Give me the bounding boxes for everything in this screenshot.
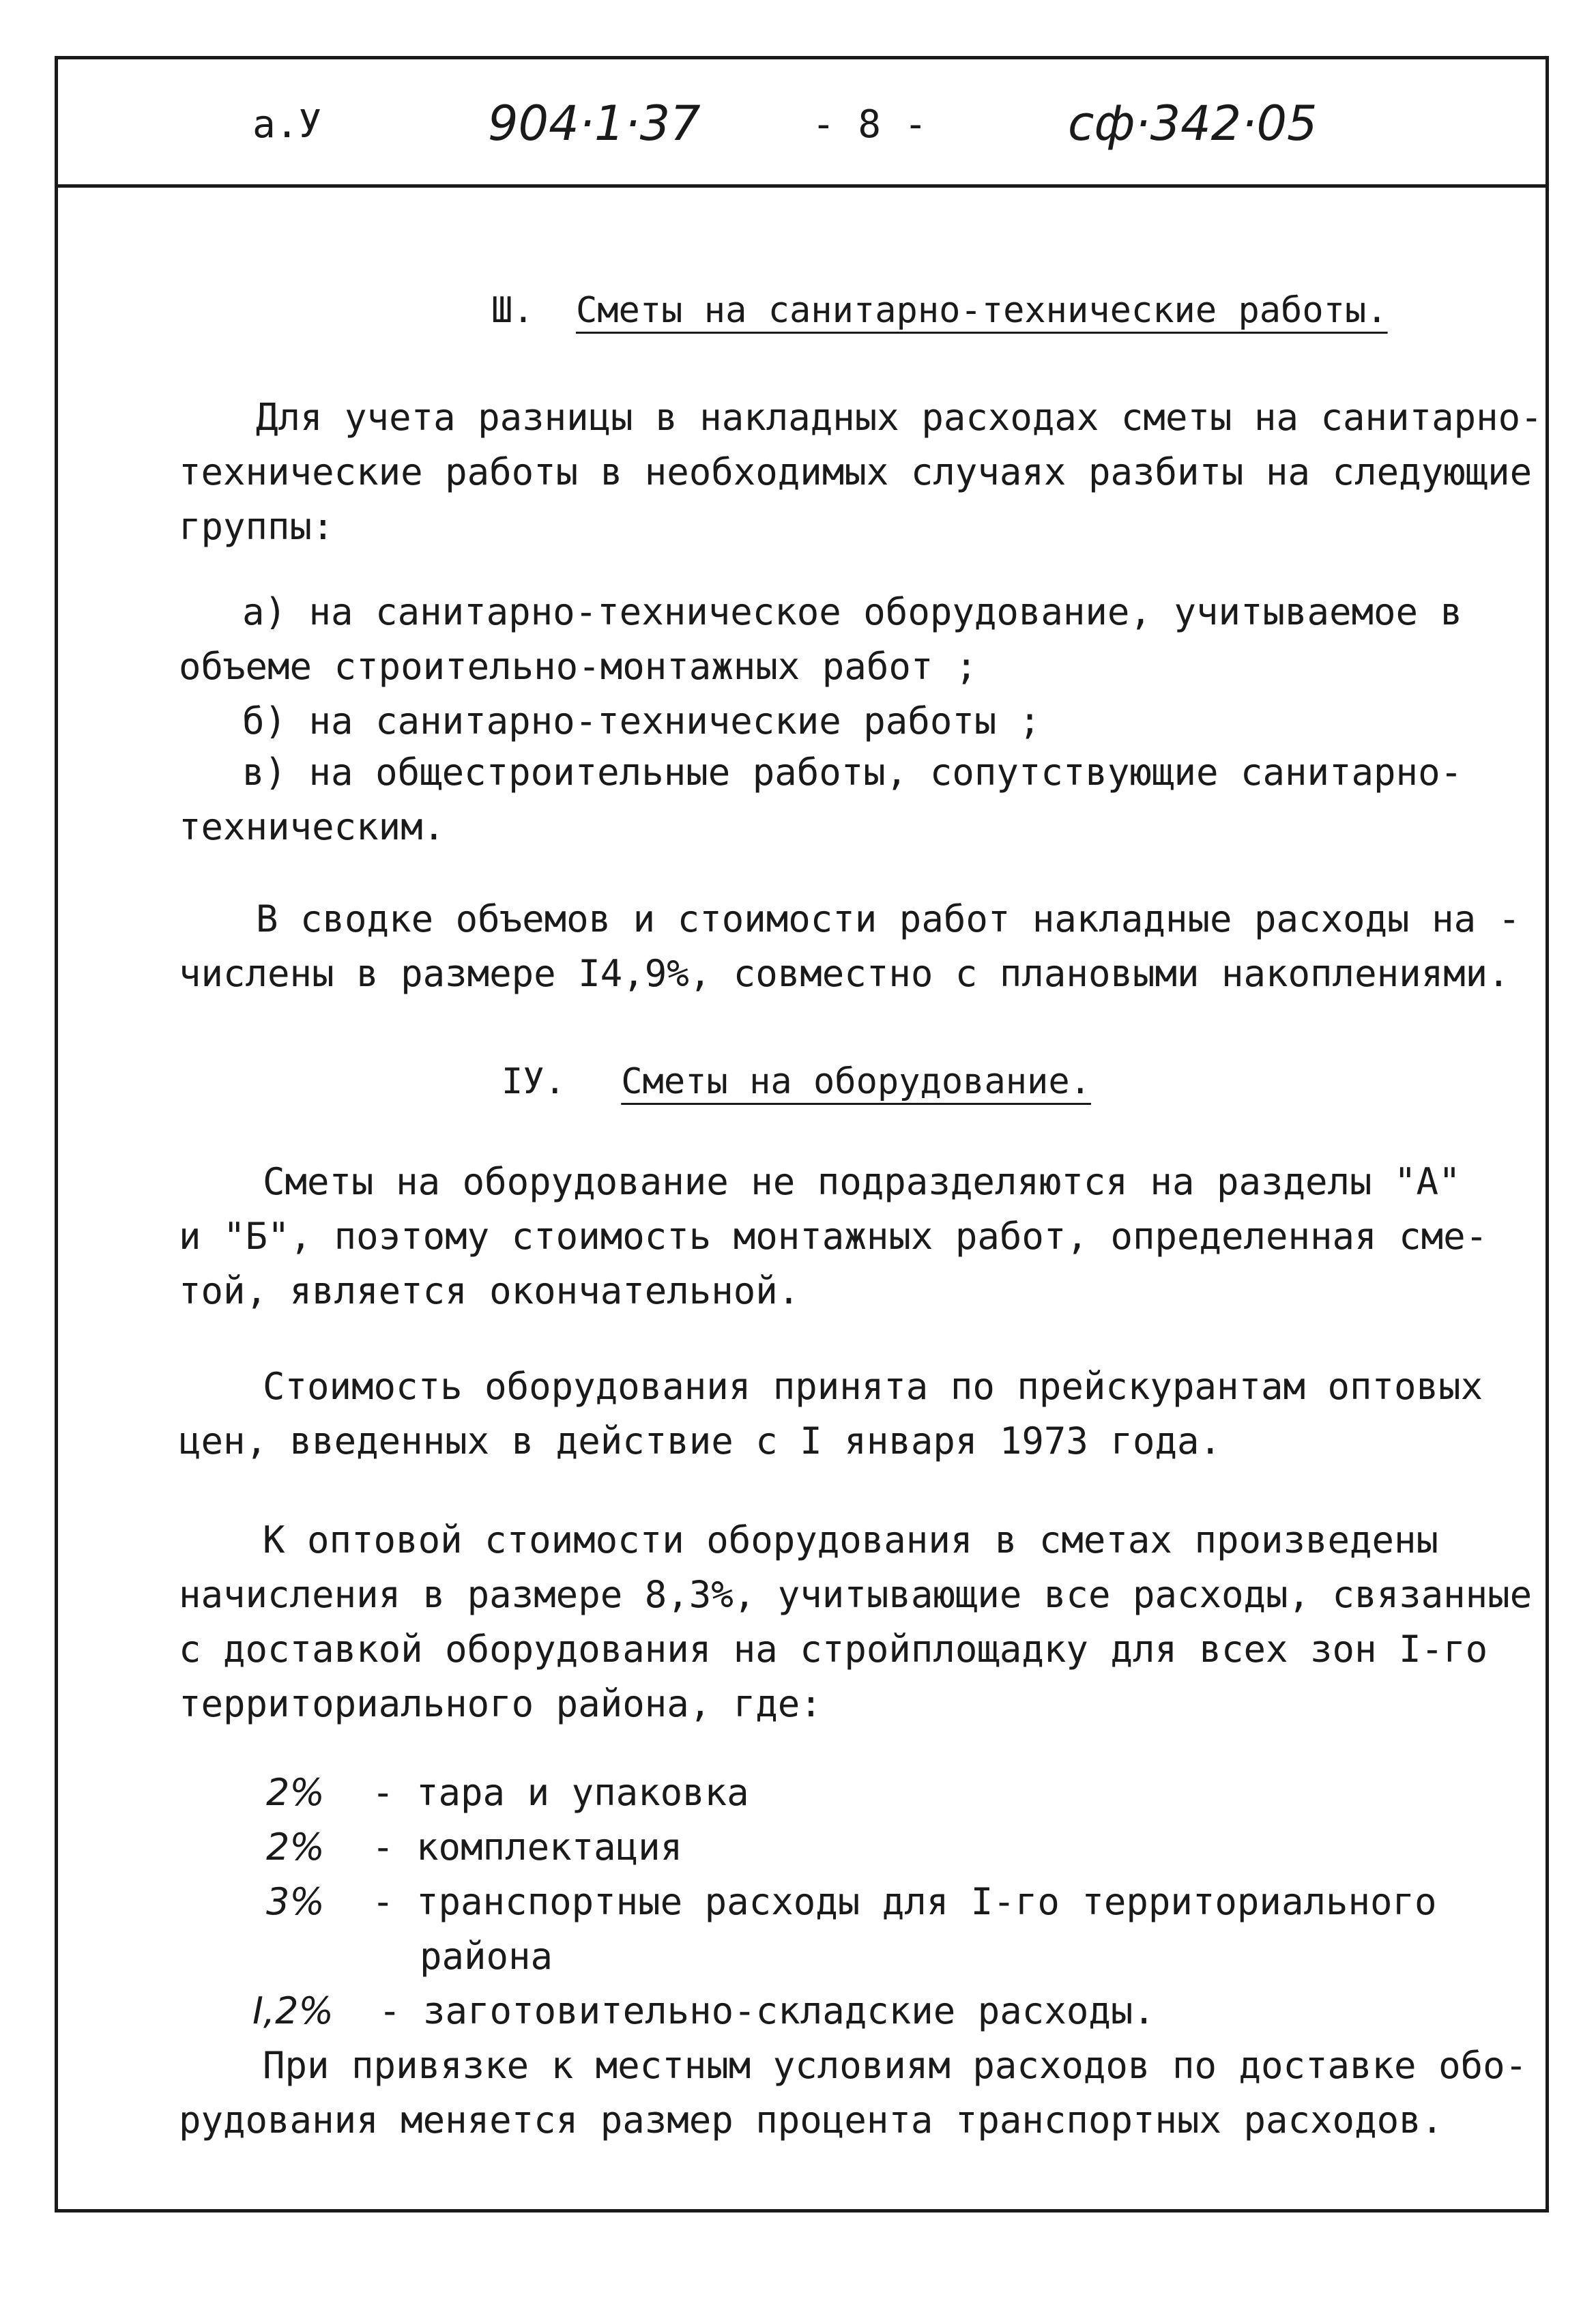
item-text: - транспортные расходы для I-го территориального bbox=[372, 1880, 1437, 1923]
section3-list-line: техническим. bbox=[179, 805, 446, 848]
item-percent: I,2% bbox=[252, 1989, 334, 2032]
item-text: - комплектация bbox=[372, 1826, 683, 1869]
item-text: - заготовительно-складские расходы. bbox=[379, 1989, 1155, 2032]
header-series-code: сф·342·05 bbox=[1068, 96, 1318, 152]
section4-para2-line: цен, введенных в действие с I января 1973 года. bbox=[179, 1419, 1222, 1462]
section3-number: Ш. bbox=[491, 290, 534, 331]
section4-para1-line: Сметы на оборудование не подразделяются на разделы "А" bbox=[263, 1160, 1461, 1203]
header-page-number: - 8 - bbox=[812, 102, 927, 147]
section3-intro-line: Для учета разницы в накладных расходах сметы на санитарно- bbox=[256, 396, 1543, 439]
section3-heading bbox=[491, 290, 1388, 331]
item-percent: 3% bbox=[266, 1880, 325, 1923]
section4-title: Сметы на оборудование. bbox=[621, 1061, 1091, 1102]
item-text: - тара и упаковка bbox=[372, 1771, 749, 1814]
section4-para2-line: Стоимость оборудования принята по прейскурантам оптовых bbox=[263, 1365, 1483, 1408]
closing-line: При привязке к местным условиям расходов по доставке обо- bbox=[263, 2044, 1528, 2087]
section4-para1-line: и "Б", поэтому стоимость монтажных работ, определенная сме- bbox=[179, 1215, 1488, 1258]
section4-para1-line: той, является окончательной. bbox=[179, 1269, 800, 1312]
section3-intro-line: технические работы в необходимых случаях разбиты на следующие bbox=[179, 450, 1533, 493]
section4-para3-line: территориального района, где: bbox=[179, 1682, 822, 1725]
item-percent: 2% bbox=[266, 1826, 325, 1869]
section3-list-line: объеме строительно-монтажных работ ; bbox=[179, 645, 978, 688]
header-project-code: 904·1·37 bbox=[488, 96, 701, 152]
section4-heading bbox=[502, 1061, 1091, 1102]
header-left-mark: а.У bbox=[252, 102, 322, 147]
closing-line: рудования меняется размер процента транспортных расходов. bbox=[179, 2099, 1444, 2142]
section4-para3-line: с доставкой оборудования на стройплощадку для всех зон I-го bbox=[179, 1628, 1488, 1671]
section3-list-line: а) на санитарно-техническое оборудование, учитываемое в bbox=[242, 590, 1463, 633]
section3-title: Сметы на санитарно-технические работы. bbox=[575, 290, 1388, 331]
section3-intro-line: группы: bbox=[179, 505, 334, 548]
item-text: района bbox=[420, 1935, 553, 1978]
item-percent: 2% bbox=[266, 1771, 325, 1814]
header-rule bbox=[55, 184, 1549, 188]
section4-number: IУ. bbox=[502, 1061, 566, 1102]
section3-list-line: в) на общестроительные работы, сопутствующие санитарно- bbox=[242, 751, 1463, 794]
section4-para3-line: К оптовой стоимости оборудования в сметах произведены bbox=[263, 1518, 1439, 1561]
section3-list-line: б) на санитарно-технические работы ; bbox=[242, 700, 1041, 743]
section3-summary-line: В сводке объемов и стоимости работ накладные расходы на - bbox=[256, 897, 1521, 940]
section4-para3-line: начисления в размере 8,3%, учитывающие все расходы, связанные bbox=[179, 1573, 1533, 1616]
section3-summary-line: числены в размере I4,9%, совместно с плановыми накоплениями. bbox=[179, 952, 1510, 995]
